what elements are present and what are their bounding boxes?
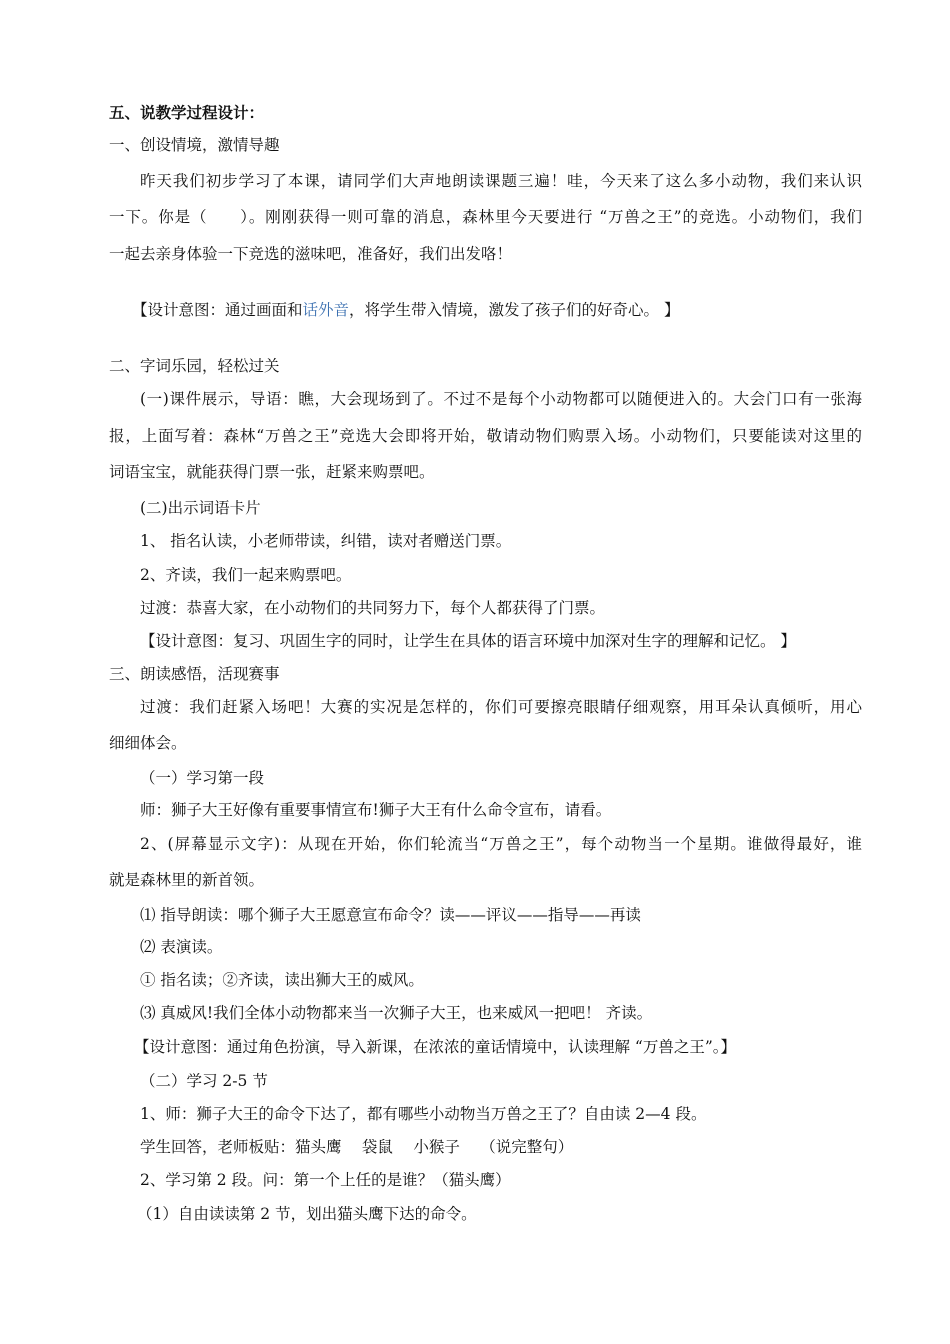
- part3-step-4: ⑶ 真威风!我们全体小动物都来当一次狮子大王，也来威风一把吧！ 齐读。: [140, 1004, 653, 1022]
- part3-sub1: （一）学习第一段: [140, 769, 265, 787]
- part3-step-3: ① 指名读；②齐读，读出狮大王的威风。: [140, 971, 424, 989]
- part3-design-intent: 【设计意图：通过角色扮演，导入新课，在浓浓的童话情境中，认读理解 “万兽之王”。】: [134, 1038, 737, 1056]
- part3-screen-line-2: 就是森林里的新首领。: [109, 871, 265, 889]
- part1-para-line-2: 一下。你是（ ）。刚刚获得一则可靠的消息，森林里今天要进行 “万兽之王”的竞选。小动物们，我们: [109, 208, 862, 226]
- part2-para-line-3: 词语宝宝，就能获得门票一张，赶紧来购票吧。: [109, 463, 435, 481]
- intent-highlight-link[interactable]: 话外音: [302, 301, 350, 319]
- part3-question-2-1: （1）自由读读第 2 节，划出猫头鹰下达的命令。: [137, 1205, 477, 1223]
- part3-step-2: ⑵ 表演读。: [140, 938, 223, 956]
- part3-student-answer: 学生回答，老师板贴：猫头鹰 袋鼠 小猴子 （说完整句）: [140, 1138, 574, 1156]
- part1-heading: 一、创设情境，激情导趣: [109, 136, 280, 154]
- part2-sub2: (二)出示词语卡片: [140, 499, 261, 517]
- part3-screen-line-1: 2、(屏幕显示文字)：从现在开始，你们轮流当“万兽之王”，每个动物当一个星期。谁做得最好，谁: [140, 835, 862, 853]
- part1-para-line-3: 一起去亲身体验一下竞选的滋味吧，准备好，我们出发咯！: [109, 245, 513, 263]
- part2-heading: 二、字词乐园，轻松过关: [109, 357, 280, 375]
- part3-question-1: 1、师：狮子大王的命令下达了，都有哪些小动物当万兽之王了？自由读 2—4 段。: [140, 1105, 707, 1123]
- part1-design-intent: [132, 300, 679, 320]
- part3-question-2: 2、学习第 2 段。问：第一个上任的是谁？（猫头鹰）: [140, 1171, 511, 1189]
- part1-para-line-1: 昨天我们初步学习了本课，请同学们大声地朗读课题三遍！哇，今天来了这么多小动物，我们来认识: [140, 172, 862, 190]
- part2-design-intent: 【设计意图：复习、巩固生字的同时，让学生在具体的语言环境中加深对生字的理解和记忆。 】: [140, 632, 796, 650]
- section-title: 五、说教学过程设计：: [109, 103, 265, 122]
- part2-item-2: 2、齐读，我们一起来购票吧。: [140, 566, 352, 584]
- part3-transition-line-2: 细细体会。: [109, 734, 187, 752]
- part2-para-line-1: (一)课件展示，导语：瞧，大会现场到了。不过不是每个小动物都可以随便进入的。大会门口有一张海: [140, 390, 862, 408]
- intent-prefix: 【设计意图：通过画面和: [132, 301, 303, 319]
- part3-sub2: （二）学习 2-5 节: [140, 1072, 268, 1090]
- part3-step-1: ⑴ 指导朗读：哪个狮子大王愿意宣布命令？读——评议——指导——再读: [140, 906, 641, 924]
- part2-para-line-2: 报，上面写着：森林“万兽之王”竞选大会即将开始，敬请动物们购票入场。小动物们，只要能读对这里的: [109, 427, 862, 445]
- part3-teacher-line: 师：狮子大王好像有重要事情宣布!狮子大王有什么命令宣布，请看。: [140, 801, 612, 819]
- part2-item-1: 1、 指名认读，小老师带读，纠错，读对者赠送门票。: [140, 532, 512, 550]
- part2-transition: 过渡：恭喜大家，在小动物们的共同努力下，每个人都获得了门票。: [140, 599, 606, 617]
- part3-transition-line-1: 过渡：我们赶紧入场吧！大赛的实况是怎样的，你们可要擦亮眼睛仔细观察，用耳朵认真倾听，用心: [140, 698, 862, 716]
- intent-suffix: ，将学生带入情境，激发了孩子们的好奇心。 】: [349, 301, 680, 319]
- part3-heading: 三、朗读感悟，活现赛事: [109, 665, 280, 683]
